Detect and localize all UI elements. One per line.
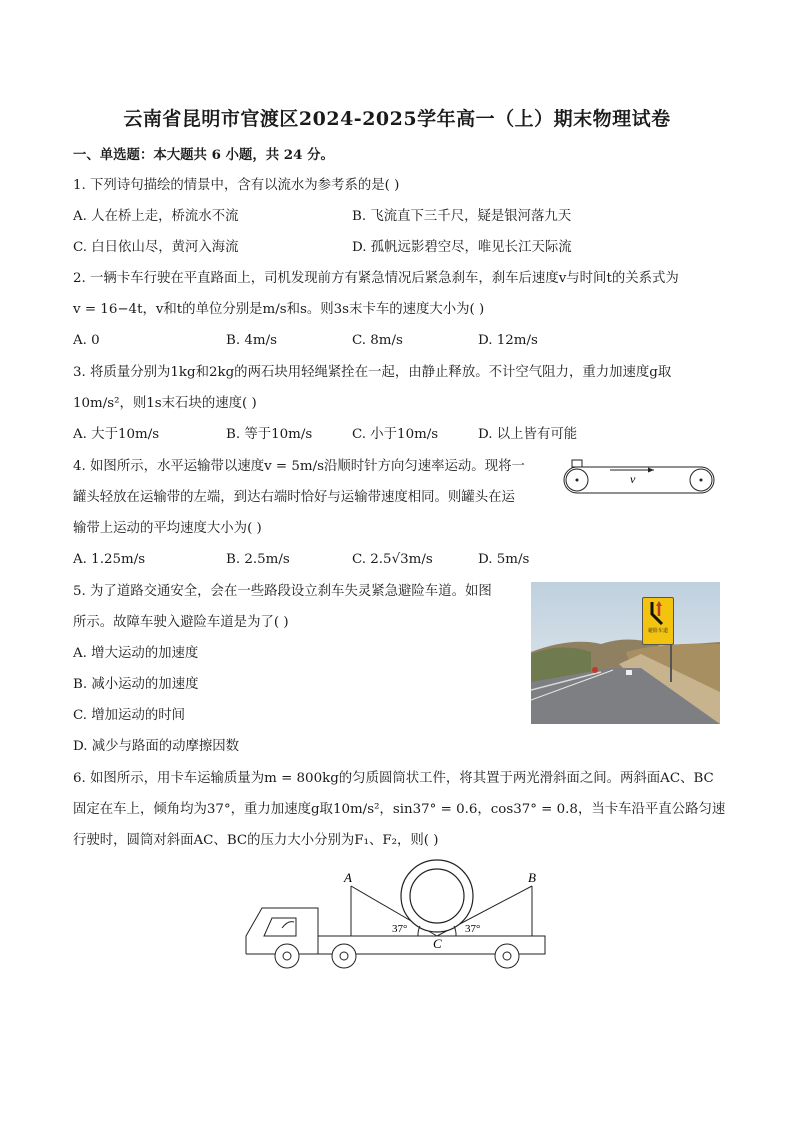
- q2-option-d: D. 12m/s: [478, 333, 538, 348]
- q6-stem-line1: 6. 如图所示，用卡车运输质量为m = 800kg的匀质圆筒状工件，将其置于两光滑斜面之间。两斜面AC、BC: [73, 771, 714, 786]
- photo-scene: [531, 582, 720, 724]
- q3-option-a: A. 大于10m/s: [73, 427, 160, 442]
- q2-stem-line1: 2. 一辆卡车行驶在平直路面上，司机发现前方有紧急情况后紧急刹车，刹车后速度v与时间t的关系式为: [73, 271, 679, 286]
- q5-option-a: A. 增大运动的加速度: [73, 646, 199, 661]
- middle-wheel: [332, 944, 356, 968]
- q4-option-a: A. 1.25m/s: [73, 552, 146, 567]
- q2-stem-line2: v = 16−4t，v和t的单位分别是m/s和s。则3s末卡车的速度大小为( ): [73, 302, 485, 317]
- truck-cylinder-figure: [240, 858, 552, 974]
- label-a: A: [344, 870, 352, 885]
- road-sign-small: [592, 667, 598, 673]
- angle-left-label: 37°: [392, 923, 408, 935]
- q1-option-c: C. 白日依山尽，黄河入海流: [73, 240, 239, 255]
- q1-option-d: D. 孤帆远影碧空尽，唯见长江天际流: [352, 240, 572, 255]
- q1-option-a: A. 人在桥上走，桥流水不流: [73, 209, 239, 224]
- left-angle-arc: [418, 926, 420, 936]
- truck-vehicle: [626, 670, 632, 675]
- q5-stem-line2: 所示。故障车驶入避险车道是为了( ): [73, 615, 289, 630]
- label-b: B: [528, 870, 536, 885]
- conveyor-belt-figure: [558, 456, 723, 500]
- front-wheel: [275, 944, 299, 968]
- sign-arrow-icon: [643, 598, 673, 628]
- angle-right-label: 37°: [465, 923, 481, 935]
- q4-stem-line1: 4. 如图所示，水平运输带以速度v = 5m/s沿顺时针方向匀速率运动。现将一: [73, 459, 525, 474]
- q3-option-b: B. 等于10m/s: [226, 427, 313, 442]
- label-c: C: [433, 936, 442, 951]
- rear-wheel: [495, 944, 519, 968]
- escape-lane-sign: [642, 597, 674, 645]
- q3-option-c: C. 小于10m/s: [352, 427, 439, 442]
- right-angle-arc: [454, 926, 456, 936]
- q5-option-b: B. 减小运动的加速度: [73, 677, 199, 692]
- q4-stem-line3: 输带上运动的平均速度大小为( ): [73, 521, 262, 536]
- escape-lane-sign-text: 避险车道: [647, 628, 668, 634]
- q3-stem-line1: 3. 将质量分别为1kg和2kg的两石块用轻绳紧拴在一起，由静止释放。不计空气阻力，重力加速度g取: [73, 365, 672, 380]
- right-pulley-axle: [700, 479, 703, 482]
- q4-option-b: B. 2.5m/s: [226, 552, 290, 567]
- steering-wheel: [282, 922, 294, 928]
- q4-option-c: C. 2.5√3m/s: [352, 552, 433, 567]
- q3-stem-line2: 10m/s²，则1s末石块的速度( ): [73, 396, 257, 411]
- q4-stem-line2: 罐头轻放在运输带的左端，到达右端时恰好与运输带速度相同。则罐头在运: [73, 490, 515, 505]
- q2-option-c: C. 8m/s: [352, 333, 403, 348]
- q1-stem: 1. 下列诗句描绘的情景中，含有以流水为参考系的是( ): [73, 178, 400, 193]
- velocity-arrowhead: [648, 468, 654, 473]
- q1-option-b: B. 飞流直下三千尺，疑是银河落九天: [352, 209, 572, 224]
- q4-option-d: D. 5m/s: [478, 552, 530, 567]
- cab-window: [264, 918, 296, 936]
- q5-stem-line1: 5. 为了道路交通安全，会在一些路段设立刹车失灵紧急避险车道。如图: [73, 584, 492, 599]
- q6-stem-line3: 行驶时，圆筒对斜面AC、BC的压力大小分别为F₁、F₂，则( ): [73, 833, 439, 848]
- q2-option-a: A. 0: [73, 333, 100, 348]
- can-box: [572, 460, 582, 467]
- q2-option-b: B. 4m/s: [226, 333, 277, 348]
- q3-option-d: D. 以上皆有可能: [478, 427, 578, 442]
- q5-option-d: D. 减少与路面的动摩擦因数: [73, 739, 240, 754]
- exam-title: 云南省昆明市官渡区2024-2025学年高一（上）期末物理试卷: [123, 108, 671, 130]
- escape-lane-photo: [531, 582, 720, 724]
- velocity-label: v: [630, 472, 636, 486]
- cylinder-outer: [401, 860, 473, 932]
- left-pulley-axle: [576, 479, 579, 482]
- q6-stem-line2: 固定在车上，倾角均为37°，重力加速度g取10m/s²，sin37° = 0.6，cos37° = 0.8，当卡车沿平直公路匀速: [73, 802, 726, 817]
- section-heading: 一、单选题：本大题共 6 小题，共 24 分。: [73, 147, 334, 163]
- q5-option-c: C. 增加运动的时间: [73, 708, 186, 723]
